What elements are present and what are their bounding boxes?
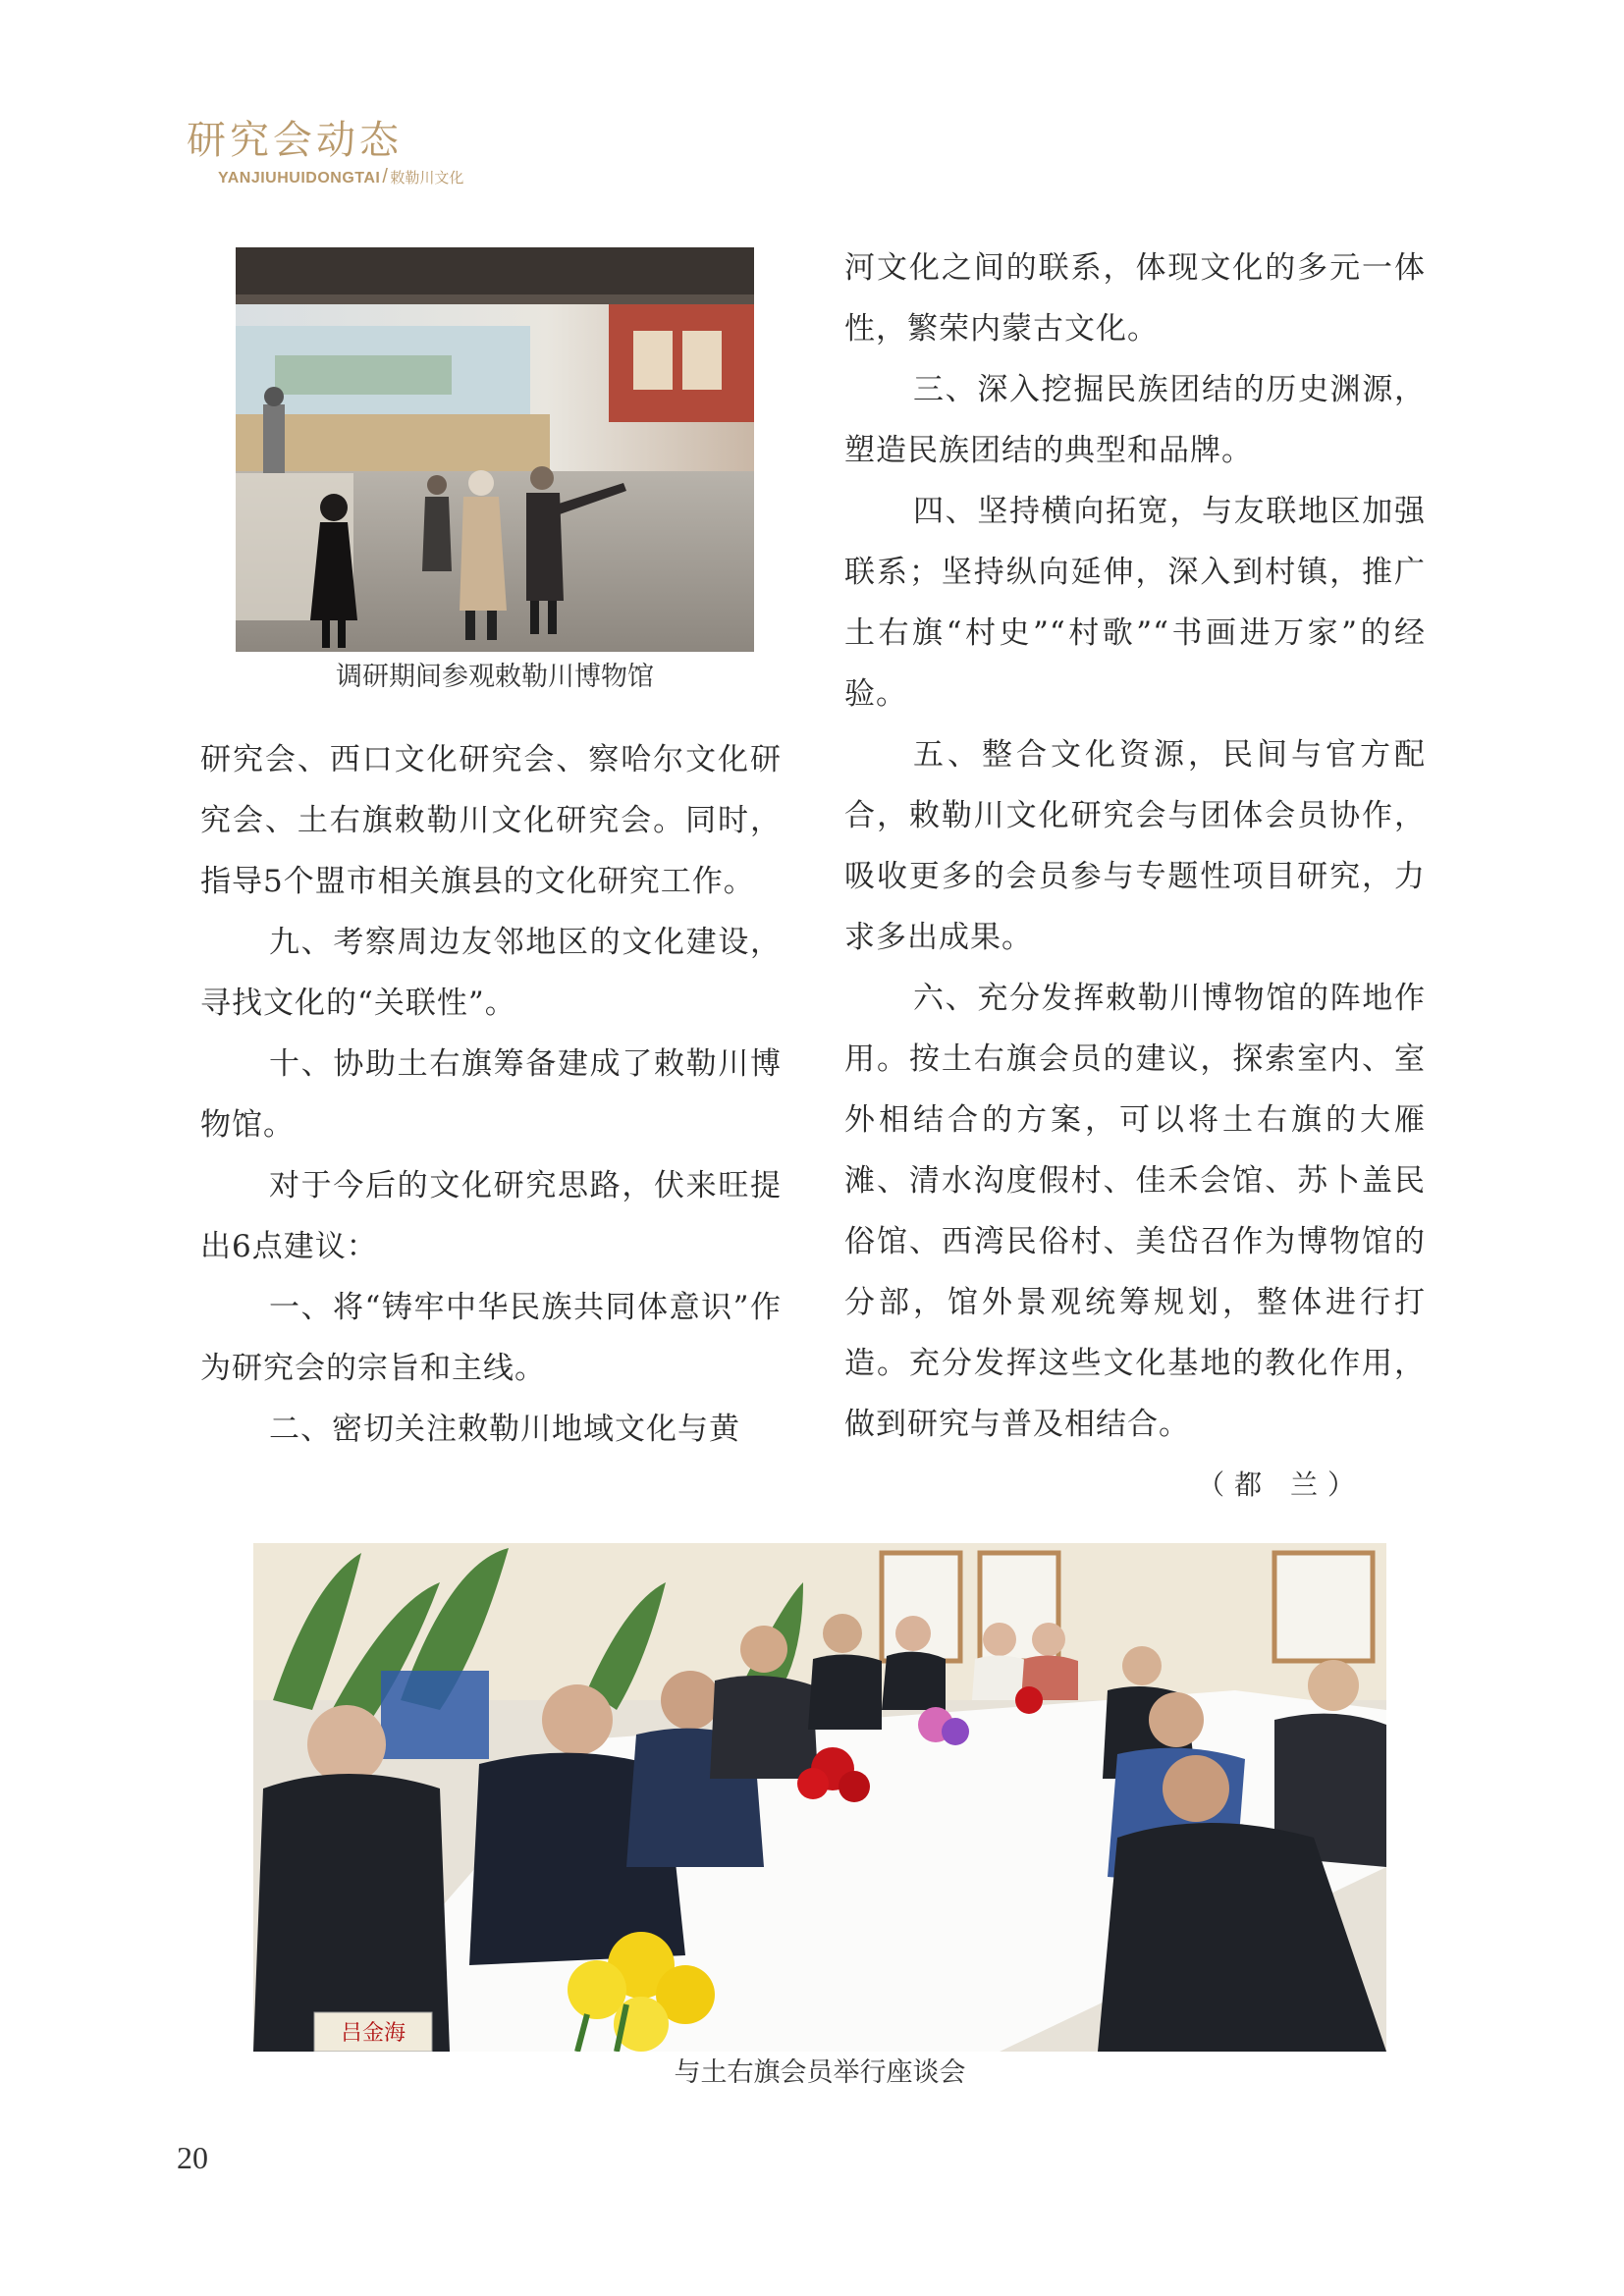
left-para-4: 对于今后的文化研究思路，伏来旺提出6点建议： (200, 1168, 782, 1264)
museum-visit-photo (236, 247, 754, 652)
right-para-2: 三、深入挖掘民族团结的历史渊源，塑造民族团结的典型和品牌。 (844, 372, 1426, 468)
left-column (200, 729, 782, 1460)
museum-photo-caption: 调研期间参观敕勒川博物馆 (336, 662, 654, 692)
left-para-1: 研究会、西口文化研究会、察哈尔文化研究会、土右旗敕勒川文化研究会。同时，指导5个盟市相关旗县的文化研究工作。 (200, 742, 782, 899)
meeting-photo-caption: 与土右旗会员举行座谈会 (674, 2057, 966, 2088)
left-para-5: 一、将“铸牢中华民族共同体意识”作为研究会的宗旨和主线。 (200, 1290, 782, 1386)
subtitle-separator: / (382, 166, 389, 187)
right-column (844, 238, 1426, 1516)
author-signature: （都 兰） (1197, 1468, 1365, 1501)
page-number: 20 (177, 2140, 208, 2175)
left-para-3: 十、协助土右旗筹备建成了敕勒川博物馆。 (200, 1046, 782, 1143)
meeting-photo (253, 1543, 1386, 2052)
left-para-2: 九、考察周边友邻地区的文化建设，寻找文化的“关联性”。 (200, 925, 782, 1021)
section-title: 研究会动态 (187, 118, 403, 163)
right-para-3: 四、坚持横向拓宽，与友联地区加强联系；坚持纵向延伸，深入到村镇，推广土右旗“村史”“村歌”“书画进万家”的经验。 (844, 494, 1426, 712)
name-plate-text: 吕金海 (340, 2021, 406, 2046)
subtitle-cn: 敕勒川文化 (390, 169, 464, 187)
subtitle-latin: YANJIUHUIDONGTAI (218, 170, 381, 187)
right-para-1: 河文化之间的联系，体现文化的多元一体性，繁荣内蒙古文化。 (844, 250, 1426, 347)
right-para-5: 六、充分发挥敕勒川博物馆的阵地作用。按土右旗会员的建议，探索室内、室外相结合的方案，可以将土右旗的大雁滩、清水沟度假村、佳禾会馆、苏卜盖民俗馆、西湾民俗村、美岱召作为博物馆的分部，馆外景观统筹规划，整体进行打造。充分发挥这些文化基地的教化作用，做到研究与普及相结合。 (844, 981, 1426, 1442)
left-para-6: 二、密切关注敕勒川地域文化与黄 (269, 1412, 740, 1447)
right-para-4: 五、整合文化资源，民间与官方配合，敕勒川文化研究会与团体会员协作，吸收更多的会员参与专题性项目研究，力求多出成果。 (844, 737, 1426, 955)
section-subtitle (218, 167, 463, 188)
